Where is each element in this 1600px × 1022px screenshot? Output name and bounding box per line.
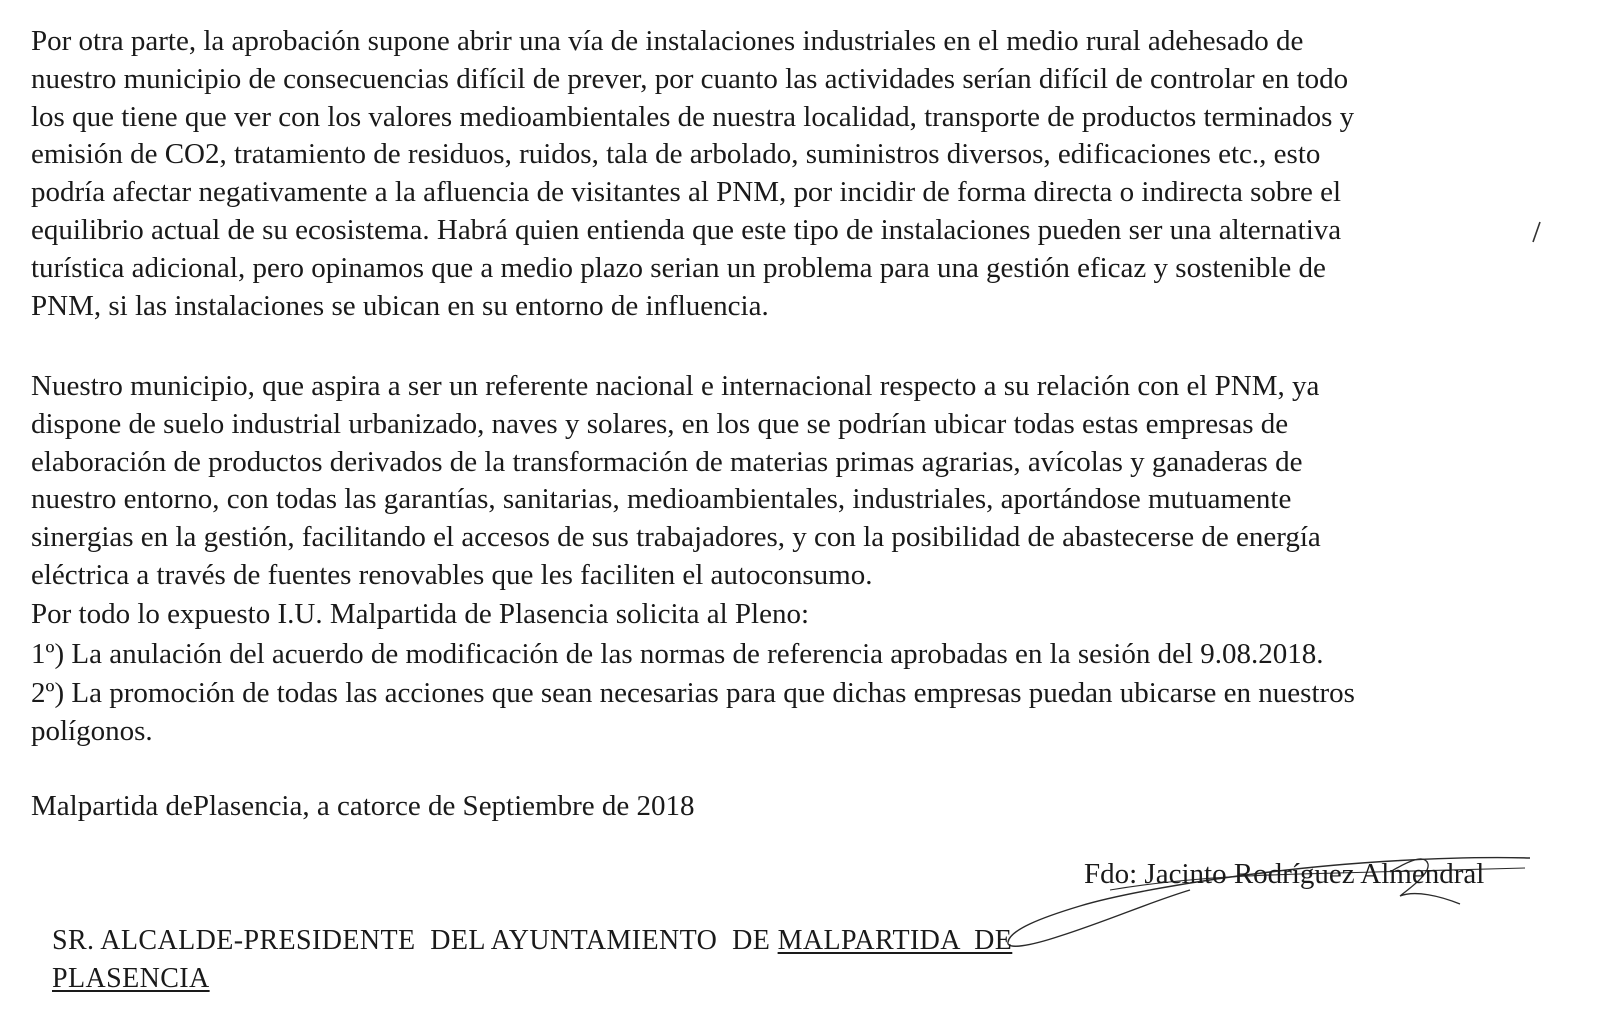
request-intro: Por todo lo expuesto I.U. Malpartida de Plasencia solicita al Pleno: [31, 598, 810, 630]
addressee-prefix: SR. ALCALDE-PRESIDENTE DEL AYUNTAMIENTO DE [52, 925, 778, 956]
paragraph-1-line: nuestro municipio de consecuencias difícil de prever, por cuanto las actividades serían difícil de controlar en todo [31, 62, 1349, 95]
request-item-2 [31, 675, 1576, 751]
paragraph-1 [31, 23, 1576, 325]
paragraph-1-line: PNM, si las instalaciones se ubican en su entorno de influencia. [31, 289, 769, 322]
paragraph-1-line: equilibrio actual de su ecosistema. Habrá quien entienda que este tipo de instalaciones pueden ser una alternativa [31, 213, 1342, 246]
paragraph-1-line: podría afectar negativamente a la afluencia de visitantes al PNM, por incidir de forma directa o indirecta sobre el [31, 176, 1342, 209]
addressee-municipality-2: PLASENCIA [52, 963, 210, 994]
request-item-2-line: polígonos. [31, 714, 153, 747]
paragraph-2-line: dispone de suelo industrial urbanizado, naves y solares, en los que se podrían ubicar todas estas empresas de [31, 407, 1289, 440]
paragraph-1-line: los que tiene que ver con los valores medioambientales de nuestra localidad, transporte de productos terminados y [31, 100, 1355, 133]
request-item-1: 1º) La anulación del acuerdo de modificación de las normas de referencia aprobadas en la sesión del 9.08.2018. [31, 638, 1324, 670]
addressee-municipality-1: MALPARTIDA DE [777, 925, 1013, 956]
paragraph-2 [31, 368, 1576, 595]
place-date: Malpartida dePlasencia, a catorce de Septiembre de 2018 [31, 790, 695, 822]
request-item-2-line: 2º) La promoción de todas las acciones que sean necesarias para que dichas empresas puedan ubicarse en nuestros [31, 677, 1355, 709]
paragraph-1-line: Por otra parte, la aprobación supone abrir una vía de instalaciones industriales en el medio rural adehesado de [31, 25, 1304, 57]
addressee [52, 922, 1012, 998]
paragraph-2-line: eléctrica a través de fuentes renovables que les faciliten el autoconsumo. [31, 558, 873, 591]
paragraph-2-line: elaboración de productos derivados de la transformación de materias primas agrarias, avícolas y ganaderas de [31, 445, 1303, 478]
paragraph-1-line: turística adicional, pero opinamos que a medio plazo serian un problema para una gestión eficaz y sostenible de [31, 251, 1326, 284]
paragraph-2-line: sinergias en la gestión, facilitando el accesos de sus trabajadores, y con la posibilidad de abastecerse de energía [31, 521, 1321, 554]
paragraph-1-line: emisión de CO2, tratamiento de residuos, ruidos, tala de arbolado, suministros diversos, edificaciones etc., esto [31, 138, 1321, 171]
paragraph-2-line: Nuestro municipio, que aspira a ser un referente nacional e internacional respecto a su relación con el PNM, ya [31, 370, 1320, 402]
signature-line: Fdo: Jacinto Rodríguez Almendral [1084, 858, 1485, 890]
paragraph-2-line: nuestro entorno, con todas las garantías, sanitarias, medioambientales, industriales, aportándose mutuamente [31, 483, 1292, 516]
pen-mark-icon [1529, 220, 1543, 244]
